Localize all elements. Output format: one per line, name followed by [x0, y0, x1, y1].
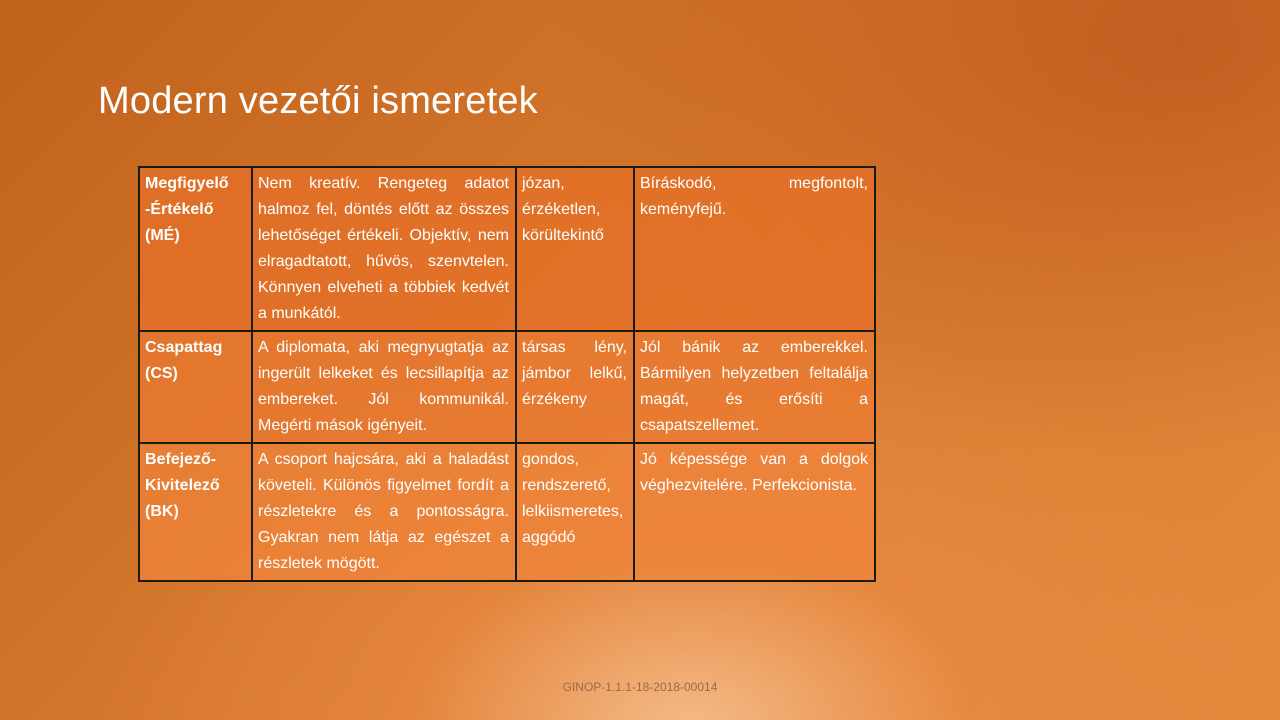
table-row — [139, 167, 875, 331]
role-description-cell: Nem kreatív. Rengeteg adatot halmoz fel, döntés előtt az összes lehetőséget értékeli. Objektív, nem elragadtatott, hűvös, szenvtelen. Könnyen elveheti a többiek kedvét a munkától. — [252, 167, 516, 331]
role-traits-cell: társas lény, jámbor lelkű, érzékeny — [516, 331, 634, 443]
role-note-cell: Jól bánik az emberekkel. Bármilyen helyzetben feltalálja magát, és erősíti a csapatszellemet. — [634, 331, 875, 443]
role-name-cell: Csapattag (CS) — [139, 331, 252, 443]
role-description-cell: A csoport hajcsára, aki a haladást követeli. Különös figyelmet fordít a részletekre és a pontosságra. Gyakran nem látja az egészet a részletek mögött. — [252, 443, 516, 581]
role-traits-cell: józan, érzéketlen, körültekintő — [516, 167, 634, 331]
footer-project-code: GINOP-1.1.1-18-2018-00014 — [562, 680, 718, 694]
role-name-cell: Befejező-Kivitelező (BK) — [139, 443, 252, 581]
table-row — [139, 443, 875, 581]
role-traits-cell: gondos, rendszerető, lelkiismeretes, aggódó — [516, 443, 634, 581]
role-description-cell: A diplomata, aki megnyugtatja az ingerült lelkeket és lecsillapítja az embereket. Jól kommunikál. Megérti mások igényeit. — [252, 331, 516, 443]
role-note-cell: Jó képessége van a dolgok véghezvitelére. Perfekcionista. — [634, 443, 875, 581]
table-row — [139, 331, 875, 443]
team-roles-table — [138, 166, 876, 582]
role-name-cell: Megfigyelő -Értékelő (MÉ) — [139, 167, 252, 331]
slide-title: Modern vezetői ismeretek — [98, 80, 538, 122]
role-note-cell: Bíráskodó, megfontolt, keményfejű. — [634, 167, 875, 331]
